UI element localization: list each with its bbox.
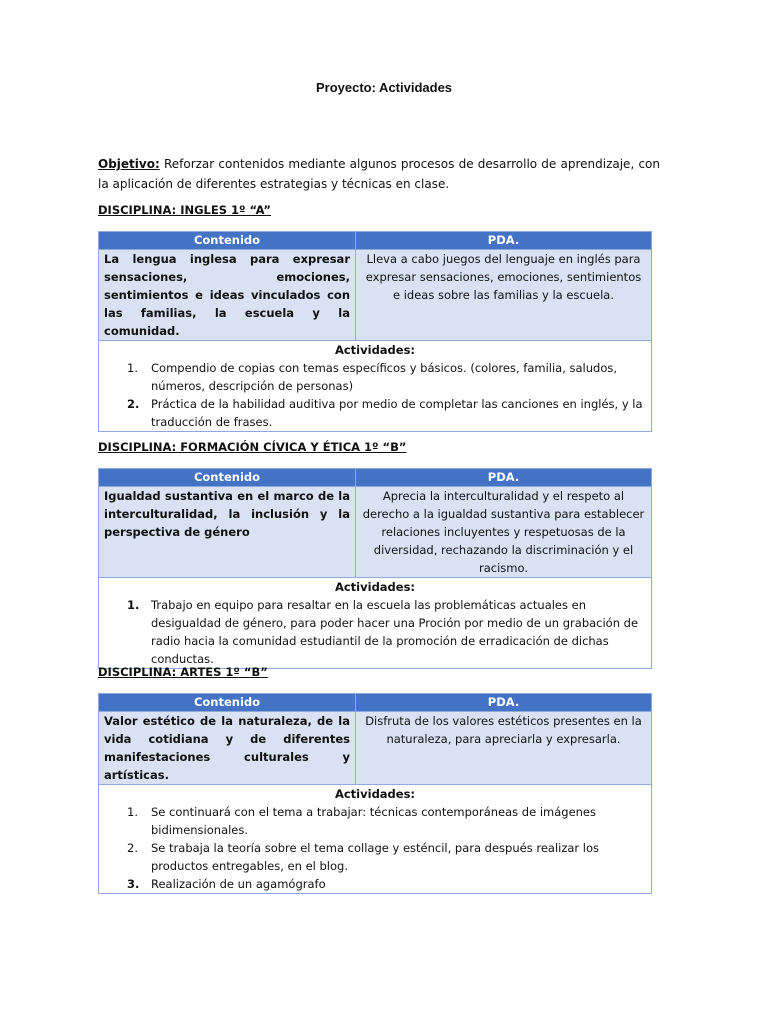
discipline-heading-artes: DISCIPLINA: ARTES 1º “B” (98, 665, 268, 679)
contenido-cell: Valor estético de la naturaleza, de la vida cotidiana y de diferentes manifestaciones culturales y artísticas. (99, 712, 356, 785)
activity-item (104, 596, 646, 668)
activity-item (104, 395, 646, 431)
activity-number: 3. (127, 877, 140, 891)
header-contenido: Contenido (99, 469, 356, 487)
contenido-cell: Igualdad sustantiva en el marco de la interculturalidad, la inclusión y la perspectiva de género (99, 487, 356, 578)
activity-number: 1. (127, 361, 138, 375)
activity-text: Trabajo en equipo para resaltar en la escuela las problemáticas actuales en desigualdad de género, para poder hacer una Proción por medio de un grabación de radio hacia la comunidad estudiantil de la promoción de erradicación de dichas conductas. (151, 598, 639, 666)
activities-cell (99, 785, 652, 894)
pda-cell: Disfruta de los valores estéticos presentes en la naturaleza, para apreciarla y expresarla. (356, 712, 652, 785)
activities-title: Actividades: (334, 343, 416, 357)
activity-number: 1. (127, 598, 140, 612)
objective-text: Reforzar contenidos mediante algunos procesos de desarrollo de aprendizaje, con la aplicación de diferentes estrategias y técnicas en clase. (98, 157, 660, 191)
activities-list (104, 803, 646, 893)
activity-text: Práctica de la habilidad auditiva por medio de completar las canciones en inglés, y la traducción de frases. (151, 397, 643, 429)
document-title: Proyecto: Actividades (315, 80, 453, 95)
activity-text: Realización de un agamógrafo (151, 877, 326, 891)
activity-text: Compendio de copias con temas específicos y básicos. (colores, familia, saludos, números, descripción de personas) (151, 361, 618, 393)
activity-item (104, 803, 646, 839)
plan-table-ingles (98, 231, 652, 432)
header-pda: PDA. (356, 694, 652, 712)
header-pda: PDA. (356, 232, 652, 250)
activities-cell (99, 578, 652, 669)
activities-cell (99, 341, 652, 432)
activities-title: Actividades: (334, 580, 416, 594)
activity-number: 1. (127, 805, 138, 819)
discipline-heading-civica: DISCIPLINA: FORMACIÓN CÍVICA Y ÉTICA 1º “B” (98, 440, 407, 454)
plan-table-artes (98, 693, 652, 894)
activity-text: Se trabaja la teoría sobre el tema collage y esténcil, para después realizar los productos entregables, en el blog. (151, 841, 600, 873)
objective-label: Objetivo: (98, 157, 160, 171)
activities-list (104, 596, 646, 668)
activity-item (104, 359, 646, 395)
activity-number: 2. (127, 397, 140, 411)
activities-list (104, 359, 646, 431)
plan-table-civica (98, 468, 652, 669)
objective-paragraph (98, 154, 660, 194)
pda-cell: Lleva a cabo juegos del lenguaje en inglés para expresar sensaciones, emociones, sentimientos e ideas sobre las familias y la escuela. (356, 250, 652, 341)
contenido-cell: La lengua inglesa para expresar sensaciones, emociones, sentimientos e ideas vinculados con las familias, la escuela y la comunidad. (99, 250, 356, 341)
activity-item (104, 875, 646, 893)
activity-text: Se continuará con el tema a trabajar: técnicas contemporáneas de imágenes bidimensionales. (151, 805, 597, 837)
pda-cell: Aprecia la interculturalidad y el respeto al derecho a la igualdad sustantiva para establecer relaciones incluyentes y respetuosas de la diversidad, rechazando la discriminación y el racismo. (356, 487, 652, 578)
header-contenido: Contenido (99, 694, 356, 712)
activity-number: 2. (127, 841, 138, 855)
activities-title: Actividades: (334, 787, 416, 801)
header-contenido: Contenido (99, 232, 356, 250)
activity-item (104, 839, 646, 875)
header-pda: PDA. (356, 469, 652, 487)
discipline-heading-ingles: DISCIPLINA: INGLES 1º “A” (98, 203, 271, 217)
